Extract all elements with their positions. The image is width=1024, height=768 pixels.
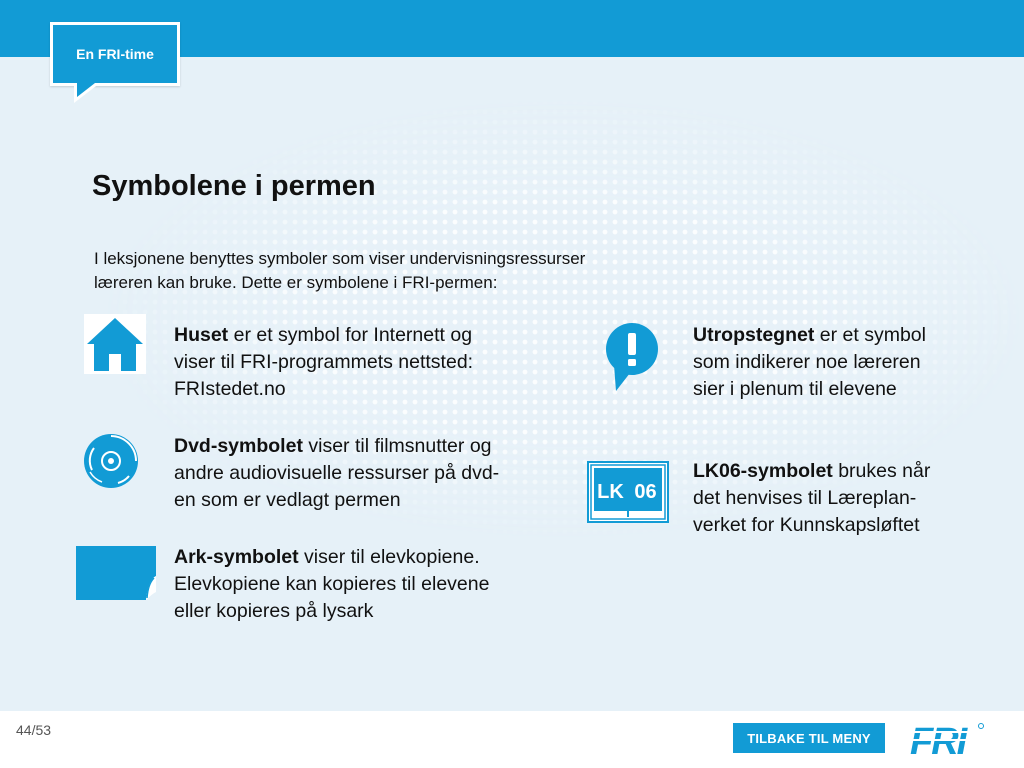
house-icon [84, 314, 146, 374]
intro-text [94, 247, 694, 295]
item-utrop-line-3: sier i plenum til elevene [693, 378, 897, 400]
page-number: 44/53 [16, 722, 52, 738]
back-to-menu-button[interactable]: TILBAKE TIL MENY [733, 723, 885, 753]
item-ark-line-1: viser til elevkopiene. [298, 546, 480, 568]
section-tag-label: En FRI-time [76, 46, 154, 62]
item-utrop-line-1: er et symbol [814, 324, 926, 346]
item-lk06-term: LK06-symbolet [693, 460, 833, 482]
lk06-icon-text-a: LK [597, 481, 624, 503]
item-ark-line-3: eller kopieres på lysark [174, 600, 374, 622]
item-ark-line-2: Elevkopiene kan kopieres til elevene [174, 573, 490, 595]
lk06-book-icon [587, 461, 669, 523]
section-tag-tail-fill [77, 83, 95, 97]
item-dvd-line-2: andre audiovisuelle ressurser på dvd- [174, 462, 500, 484]
item-utrop [693, 322, 1003, 403]
page-title: Symbolene i permen [92, 170, 376, 202]
dvd-icon [82, 432, 140, 490]
item-dvd-line-1: viser til filmsnutter og [302, 435, 492, 457]
item-dvd-term: Dvd-symbolet [174, 435, 303, 457]
item-utrop-line-2: som indikerer noe læreren [693, 351, 921, 373]
item-huset-term: Huset [174, 324, 229, 346]
item-dvd [174, 433, 574, 514]
intro-line-1: I leksjonene benyttes symboler som viser undervisningsressurser [94, 249, 586, 268]
fri-logo-text: FRI [910, 721, 966, 760]
item-ark [174, 544, 574, 625]
item-dvd-line-3: en som er vedlagt permen [174, 489, 401, 511]
item-huset-line-2: viser til FRI-programmets nettsted: [174, 351, 474, 373]
item-lk06-line-3: verket for Kunnskapsløftet [693, 514, 920, 536]
fri-logo [910, 720, 984, 760]
section-tag [50, 22, 180, 86]
item-huset [174, 322, 564, 403]
exclamation-bubble-icon [604, 323, 660, 393]
item-huset-line-1: er et symbol for Internett og [228, 324, 473, 346]
lk06-icon-text-b: 06 [634, 481, 657, 503]
item-lk06 [693, 458, 1003, 539]
item-ark-term: Ark-symbolet [174, 546, 299, 568]
item-lk06-line-1: brukes når [832, 460, 931, 482]
sheet-icon [76, 546, 156, 600]
intro-line-2: læreren kan bruke. Dette er symbolene i FRI-permen: [94, 273, 498, 292]
item-lk06-line-2: det henvises til Læreplan- [693, 487, 917, 509]
item-huset-line-3: FRIstedet.no [174, 378, 286, 400]
item-utrop-term: Utropstegnet [693, 324, 815, 346]
